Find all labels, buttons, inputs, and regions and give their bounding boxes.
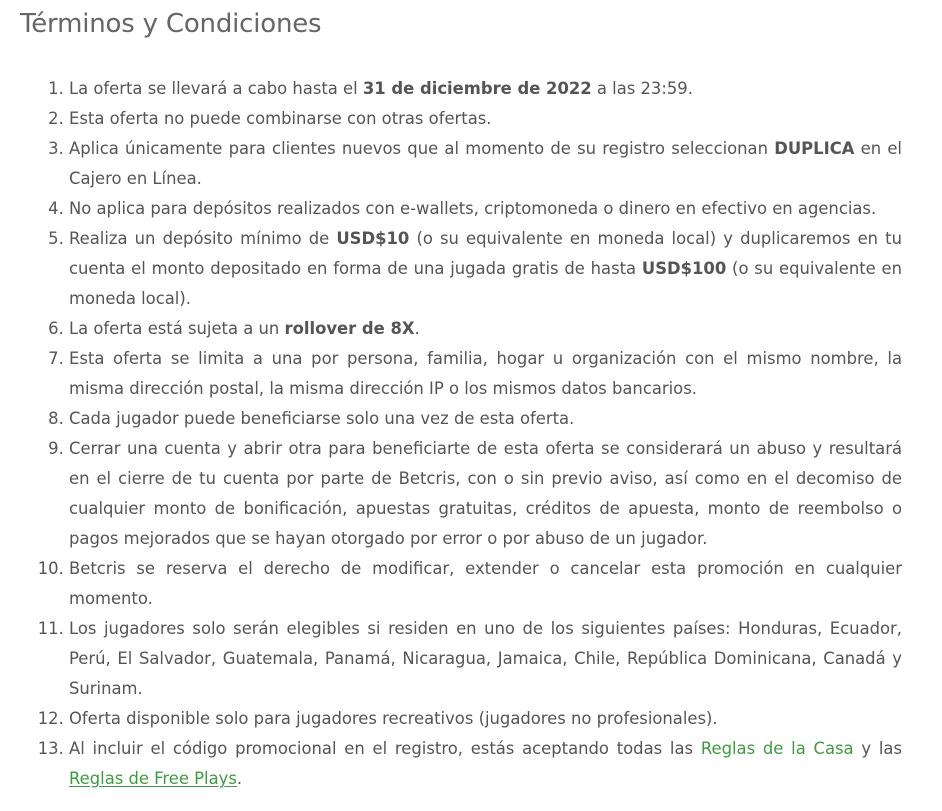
deadline-date: 31 de diciembre de 2022 — [362, 79, 592, 98]
list-item: 11. Los jugadores solo serán elegibles si residen en uno de los siguientes países: Honduras, Ecuador, Perú, El Salvador, Guatemala, Panamá, Nicaragua, Jamaica, Chile, República Dominicana, Canadá y Surinam. — [69, 614, 902, 704]
list-item: 4. No aplica para depósitos realizados con e-wallets, criptomoneda o dinero en efectivo en agencias. — [69, 194, 902, 224]
house-rules-link[interactable]: Reglas de la Casa — [700, 739, 854, 758]
list-item: 3. Aplica únicamente para clientes nuevos que al momento de su registro seleccionan DUPLICA en el Cajero en Línea. — [69, 134, 902, 194]
list-item: 9. Cerrar una cuenta y abrir otra para beneficiarte de esta oferta se considerará un abuso y resultará en el cierre de tu cuenta por parte de Betcris, con o sin previo aviso, así como en el decomiso de cualquier monto de bonificación, apuestas gratuitas, créditos de apuesta, monto de reembolso o pagos mejorados que se hayan otorgado por error o por abuso de un jugador. — [69, 434, 902, 554]
min-deposit: USD$10 — [336, 229, 410, 248]
list-item: 13. Al incluir el código promocional en el registro, estás aceptando todas las Reglas de la Casa y las Reglas de Free Plays. — [69, 734, 902, 794]
list-item: 10. Betcris se reserva el derecho de modificar, extender o cancelar esta promoción en cualquier momento. — [69, 554, 902, 614]
promo-code: DUPLICA — [774, 139, 855, 158]
page-title: Términos y Condiciones — [20, 9, 322, 39]
list-item: 6. La oferta está sujeta a un rollover de 8X. — [69, 314, 902, 344]
list-item: 1. La oferta se llevará a cabo hasta el 31 de diciembre de 2022 a las 23:59. — [69, 74, 902, 104]
terms-list — [20, 74, 902, 794]
list-item: 7. Esta oferta se limita a una por persona, familia, hogar u organización con el mismo nombre, la misma dirección postal, la misma dirección IP o los mismos datos bancarios. — [69, 344, 902, 404]
list-item: 12. Oferta disponible solo para jugadores recreativos (jugadores no profesionales). — [69, 704, 902, 734]
max-bonus: USD$100 — [641, 259, 727, 278]
free-plays-rules-link[interactable]: Reglas de Free Plays — [69, 769, 237, 788]
list-item: 8. Cada jugador puede beneficiarse solo una vez de esta oferta. — [69, 404, 902, 434]
terms-section — [20, 0, 902, 794]
list-item: 5. Realiza un depósito mínimo de USD$10 (o su equivalente en moneda local) y duplicaremos en tu cuenta el monto depositado en forma de una jugada gratis de hasta USD$100 (o su equivalente en moneda local). — [69, 224, 902, 314]
list-item: 2. Esta oferta no puede combinarse con otras ofertas. — [69, 104, 902, 134]
rollover-value: rollover de 8X — [284, 319, 415, 338]
